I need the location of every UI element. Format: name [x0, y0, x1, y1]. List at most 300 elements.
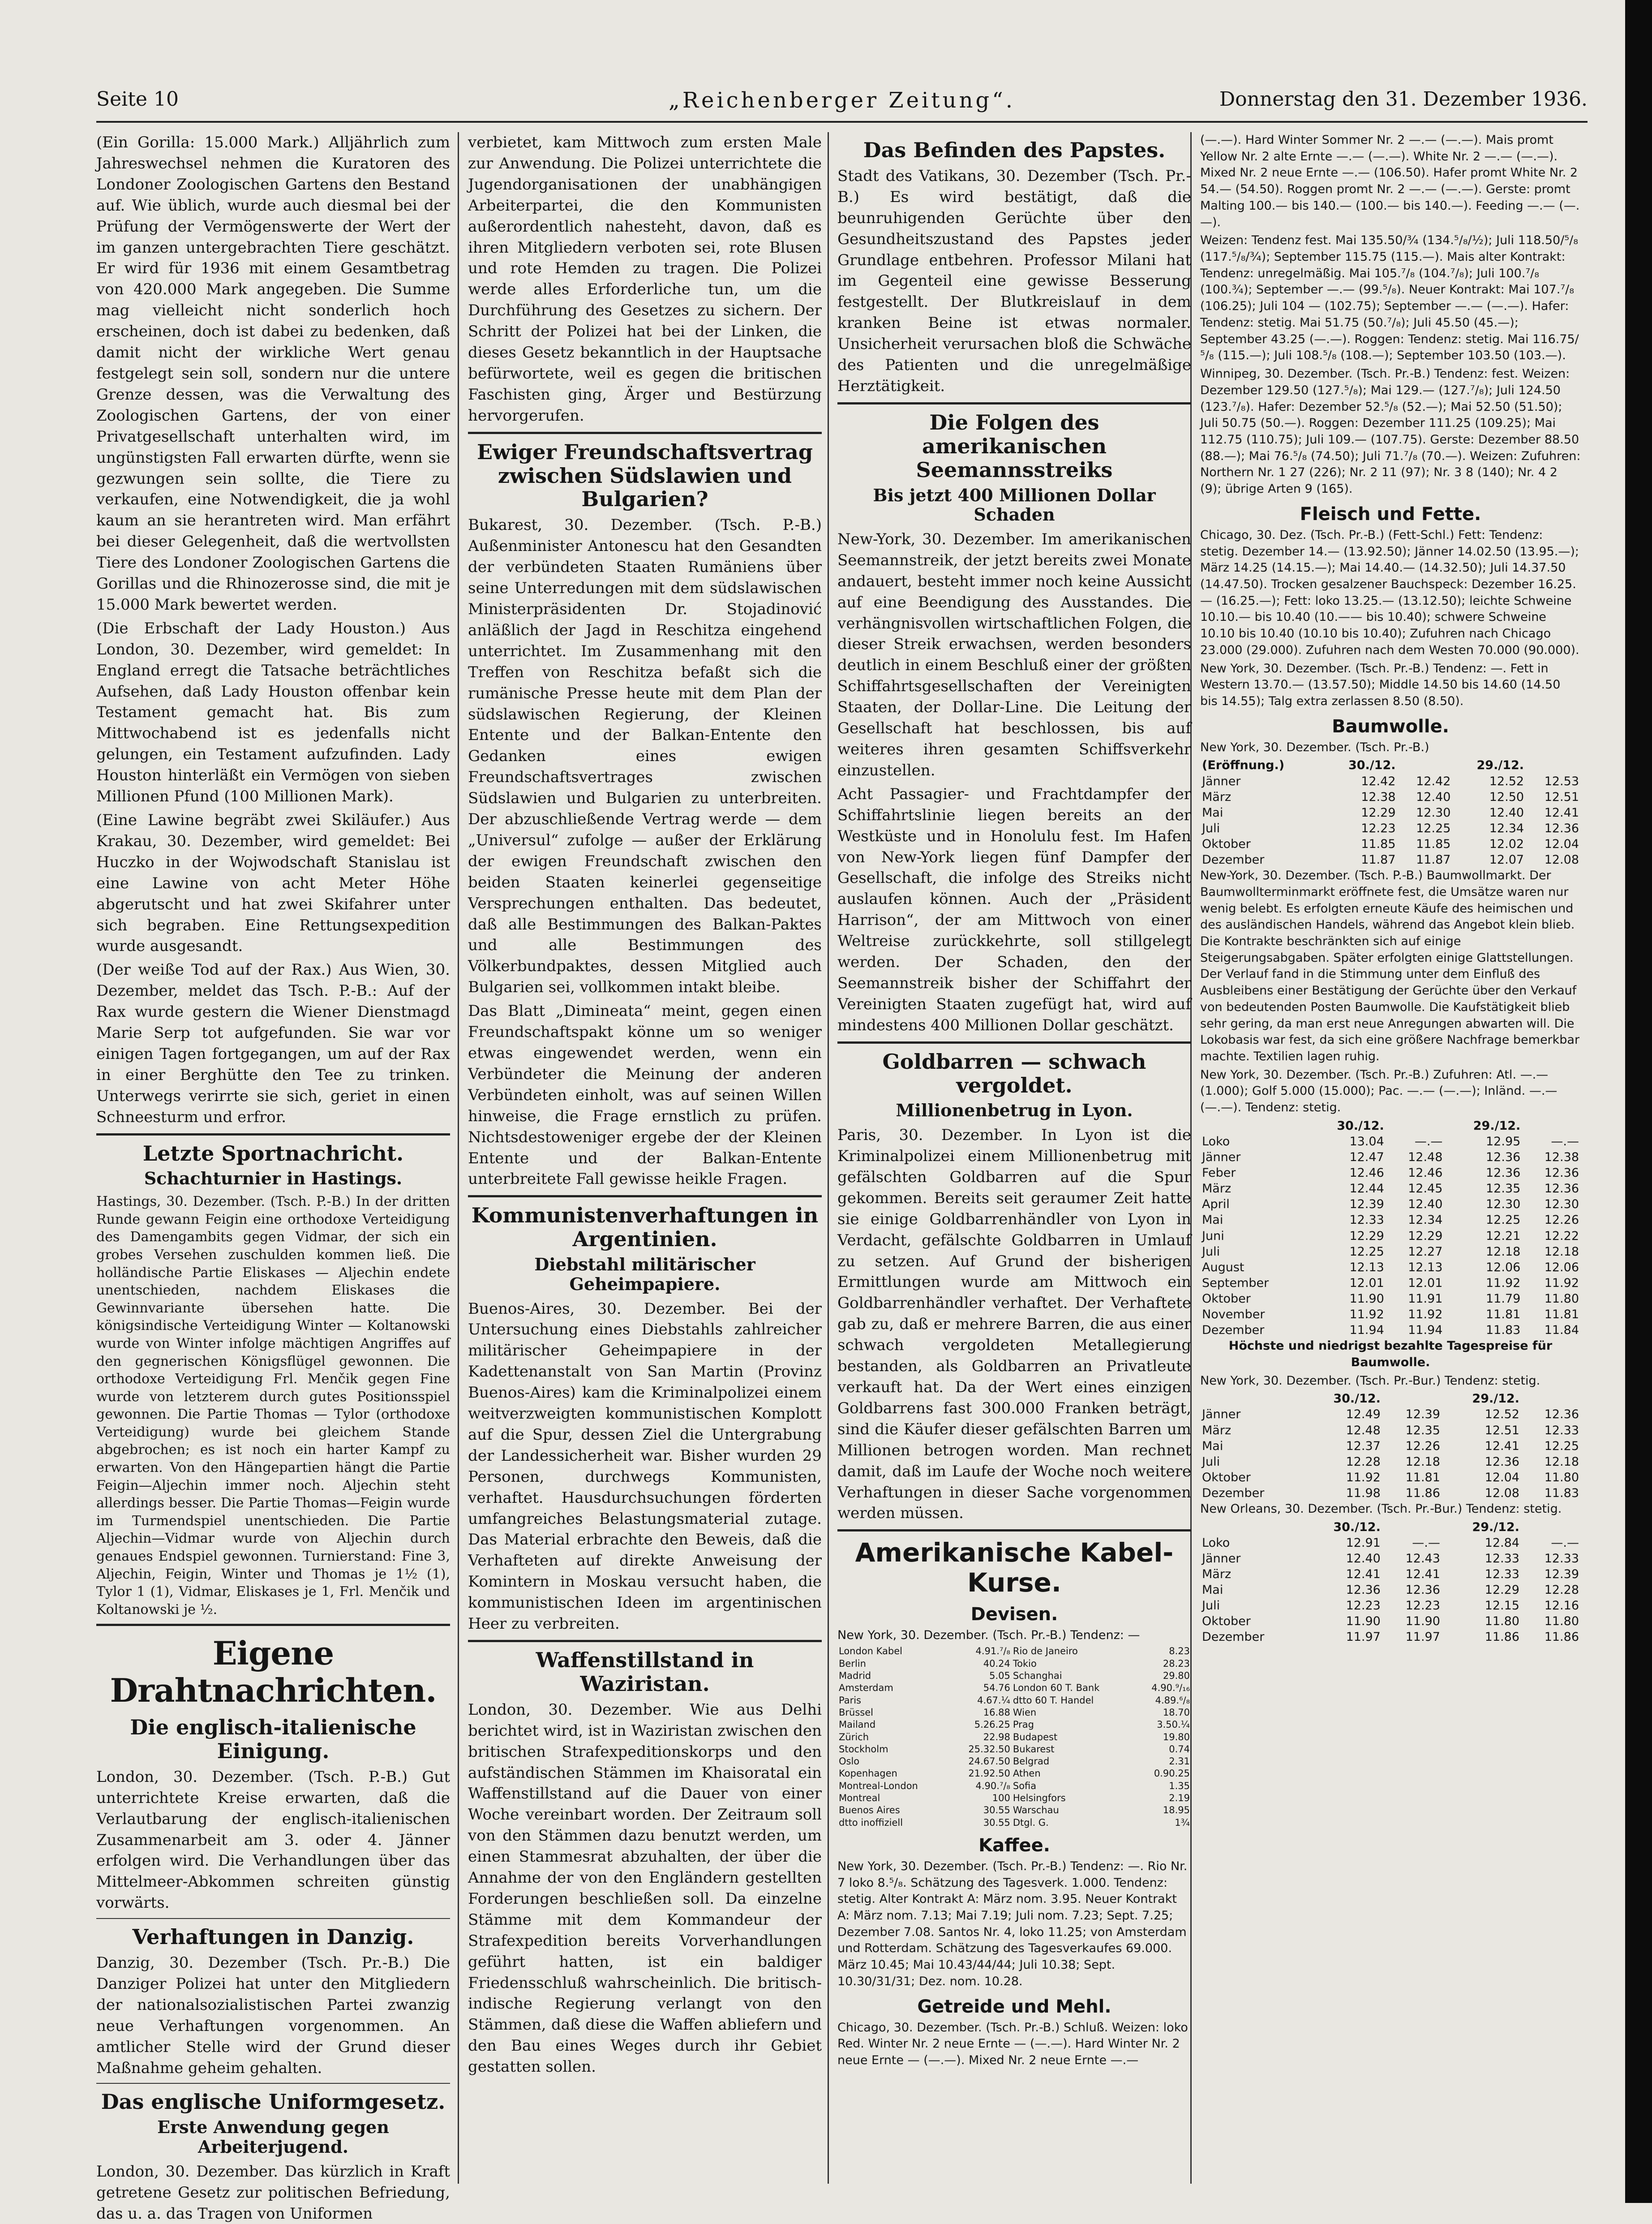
quote-header-row — [1200, 1118, 1581, 1134]
devisen-rate: 2.19 — [1169, 1793, 1190, 1803]
quote-month: Jänner — [1202, 1551, 1241, 1566]
quote-value: 12.15 — [1485, 1599, 1519, 1613]
quote-month: Jänner — [1202, 1407, 1241, 1422]
quote-column-header — [1398, 757, 1453, 773]
devisen-place: Kopenhagen — [839, 1768, 897, 1779]
quote-value: 12.26 — [1544, 1213, 1579, 1227]
quote-month: Loko — [1202, 1134, 1230, 1149]
quote-value: 12.39 — [1405, 1407, 1440, 1422]
quote-row — [1200, 1165, 1581, 1181]
quote-value: 12.50 — [1489, 790, 1524, 804]
article-goldbarren: Paris, 30. Dezember. In Lyon ist die Kriminalpolizei einem Millionenbetrug mit gefälschten Goldbarren auf die Spur gekommen. Bereits seit geraumer Zeit hatte sie einige Goldbarrenhändler von Lyon in Verdacht, gefälschte Goldbarren in Umlauf zu setzen. Auf Grund der bisherigen Ermittlungen wurde am Mittwoch ein Goldbarrenhändler verhaftet. Der Verhaftete gab zu, daß er mehrere Barren, die aus einer schwach vergoldeten Metallegierung bestanden, als Goldbarren an Privatleute verkauft hat. Da der Wert eines einzigen Goldbarrens fast 300.000 Franken beträgt, sind die Käufer dieser gefälschten Barren um Millionen betrogen worden. Man rechnet damit, daß im Laufe der Woche noch weitere Verhaftungen in dieser Sache vorgenommen werden müssen. — [837, 1126, 1191, 1523]
article-uniformgesetz-cont: verbietet, kam Mittwoch zum ersten Male zur Anwendung. Die Polizei unterrichtete die Jugendorganisationen der unabhängigen Arbeiterpartei, die den Kommunisten außerordentlich nahesteht, davon, daß es ihren Mitgliedern verboten sei, rote Blusen und rote Hemden zu tragen. Die Polizei werde alles Erforderliche tun, um die Durchführung des Gesetzes zu sichern. Der Schritt der Polizei hat bei der Linken, die dieses Gesetz bekanntlich in der Hauptsache befürwortete, weil es gegen die britischen Faschisten ging, Ärger und Bestürzung hervorgerufen. — [468, 133, 822, 425]
devisen-row — [837, 1731, 1191, 1743]
devisen-place: Paris — [839, 1695, 861, 1706]
quote-value: 12.25 — [1486, 1213, 1521, 1227]
quote-column-header — [1521, 1391, 1581, 1407]
quote-row — [1200, 1470, 1581, 1485]
market-getreide: Chicago, 30. Dezember. (Tsch. Pr.-B.) Schluß. Weizen: loko Red. Winter Nr. 2 neue Ernte — (—.—). Hard Winter Nr. 2 neue Ernte — (—.—). Mixed Nr. 2 neue Ernte —.— — [837, 2020, 1188, 2068]
quote-value: 12.33 — [1485, 1551, 1519, 1566]
quote-value: 11.94 — [1408, 1323, 1443, 1338]
quote-column-header: 30./12. — [1337, 1118, 1384, 1133]
devisen-place: Wien — [1013, 1707, 1037, 1718]
devisen-row — [837, 1645, 1191, 1657]
devisen-place: Belgrad — [1013, 1756, 1050, 1767]
quote-month: August — [1202, 1260, 1244, 1274]
quote-value: 12.16 — [1544, 1599, 1579, 1613]
devisen-place: Dtgl. G. — [1013, 1817, 1049, 1828]
devisen-table — [837, 1645, 1191, 1828]
devisen-row — [837, 1707, 1191, 1719]
article-gorilla: (Ein Gorilla: 15.000 Mark.) Alljährlich zum Jahreswechsel nehmen die Kuratoren des Londoner Zoologischen Gartens den Bestand auf. Wie üblich, wurde auch diesmal bei der Prüfung der Vermögenswerte der Wert der im ganzen untergebrachten Tiere geschätzt. Er wird für 1936 mit einem Gesamtbetrag von 420.000 Mark angegeben. Die Summe mag vielleicht nicht sonderlich hoch erscheinen, doch ist dabei zu bedenken, daß damit nicht der wirkliche Wert genau festgelegt sein soll, sondern nur die untere Grenze dessen, was die Verwaltung des Zoologischen Gartens, der von einer Privatgesellschaft unterhalten wird, im ungünstigsten Fall erwarten dürfte, wenn sie gezwungen sein sollte, die Tiere zu verkaufen, eine Notwendigkeit, die ja wohl kaum an sie herantreten wird. Man erfährt bei dieser Gelegenheit, daß die wertvollsten Tiere des Londoner Zoologischen Gartens die Gorillas und die Rhinozerosse sind, die mit je 15.000 Mark bewertet werden. — [96, 133, 450, 614]
quote-row — [1200, 1228, 1581, 1244]
devisen-place: London 60 T. Bank — [1013, 1682, 1100, 1694]
article-waziristan: London, 30. Dezember. Wie aus Delhi berichtet wird, ist in Waziristan zwischen den britischen Strafexpeditionskorps und den aufständischen Stämmen im Khaisoratal ein Waffenstillstand auf die Dauer von einer Woche vereinbart worden. Der Zeitraum soll von den Stämmen dazu benutzt werden, um einen Stammesrat abzuhalten, der über die Annahme der von den Engländern gestellten Forderungen beschließen soll. Da einzelne Stämme mit dem Kommandeur der Strafexpedition bereits Vorverhandlungen geführt hatten, ist ein baldiger Friedensschluß wahrscheinlich. Die britisch-indische Regierung verlangt von den Stämmen, daß diese die Waffen abliefern und den Bau eines Weges durch ihr Gebiet gestatten sollen. — [468, 1700, 822, 2076]
quote-value: 11.91 — [1408, 1291, 1443, 1306]
devisen-place: Montreal-London — [839, 1780, 918, 1791]
quote-column-header — [1200, 1519, 1303, 1535]
devisen-row — [837, 1768, 1191, 1780]
quote-value: 12.95 — [1486, 1134, 1521, 1149]
devisen-place: Sofia — [1013, 1780, 1037, 1791]
quote-month: Jänner — [1202, 1150, 1241, 1165]
article-englisch-italienisch: London, 30. Dezember. (Tsch. P.-B.) Gut unterrichtete Kreise erwarten, daß die Verlautbarung der englisch-italienischen Zusammenarbeit am 3. oder 4. Jänner erfolgen wird. Die Verhandlungen über das Mittelmeer-Abkommen schreiten günstig vorwärts. — [96, 1768, 450, 1912]
quote-row — [1200, 789, 1581, 805]
quote-month: Juli — [1202, 821, 1220, 835]
quote-month: Dezember — [1202, 1323, 1265, 1338]
devisen-row — [837, 1755, 1191, 1768]
quote-value: 12.40 — [1489, 805, 1524, 820]
quote-value: 12.48 — [1346, 1423, 1381, 1437]
headline-kaffee: Kaffee. — [978, 1835, 1050, 1856]
headline-papst: Das Befinden des Papstes. — [863, 138, 1166, 162]
quote-month: Oktober — [1202, 1291, 1251, 1306]
quote-value: 12.01 — [1349, 1276, 1384, 1290]
quote-month: Juli — [1202, 1599, 1220, 1613]
section-divider — [96, 1624, 450, 1626]
quote-value: 12.07 — [1489, 853, 1524, 867]
quote-month: Dezember — [1202, 1486, 1265, 1500]
quote-row — [1200, 1212, 1581, 1228]
quote-month: Juli — [1202, 1454, 1220, 1469]
article-seemannsstreik-2: Acht Passagier- und Frachtdampfer der Schiffahrtslinie liegen bereits an der Westküste und in Honolulu fest. Im Hafen von New-York liegen fünf Dampfer der Gesellschaft, die infolge des Streiks nicht auslaufen können. Auch der „Präsident Harrison“, der am Mittwoch von einer Weltreise zurückkehrte, soll stillgelegt werden. Der Schaden, den der Seemannstreik bisher der Schiffahrt der Vereinigten Staaten zugefügt hat, wird auf mindestens 400 Millionen Dollar geschätzt. — [837, 785, 1191, 1034]
quote-row — [1200, 1582, 1581, 1598]
column-rule — [828, 132, 829, 2184]
devisen-rate: 2.31 — [1169, 1756, 1190, 1767]
headline-waziristan: Waffenstillstand in Waziristan. — [536, 1648, 754, 1696]
quote-value: 12.21 — [1486, 1229, 1521, 1243]
article-schach: Hastings, 30. Dezember. (Tsch. P.-B.) In der dritten Runde gewann Feigin eine orthodoxe Verteidigung des Damengambits gegen Vidmar, der sich ein grobes Versehen zuschulden kommen ließ. Die holländische Partie Eliskases — Aljechin endete unentschieden, nachdem Eliskases die Gewinnvariante übersehen hatte. Die königsindische Verteidigung Winter — Koltanowski wurde von Winter infolge mächtigen Angriffes auf den gegnerischen Königsflügel gewonnen. Die orthodoxe Verteidigung Frl. Menčik gegen Fine wurde von letzterem durch gutes Positionsspiel gewonnen. Die Partie Thomas — Tylor (orthodoxe Verteidigung) wurde bei gleichem Stande abgebrochen; es ist noch ein harter Kampf zu erwarten. Von den Hängepartien hängt die Partie Feigin—Aljechin immer noch. Aljechin steht allerdings besser. Die Partie Thomas—Feigin wurde im Turmendspiel unentschieden. Die Partie Aljechin—Vidmar wurde von Aljechin durch genaues Endspiel gewonnen. Turnierstand: Fine 3, Aljechin, Feigin, Winter und Thomas je 1½ (1), Tylor 1 (1), Vidmar, Eliskases je 1, Frl. Menčik und Koltanowski je ½. — [96, 1194, 450, 1617]
devisen-rate: 3.50.¼ — [1157, 1719, 1190, 1730]
devisen-rate: 100 — [992, 1793, 1010, 1803]
headline-kabelkurse: Amerikanische Kabel-Kurse. — [855, 1537, 1174, 1598]
quote-value: 12.48 — [1408, 1150, 1443, 1165]
section-divider — [837, 1529, 1191, 1531]
devisen-row — [837, 1670, 1191, 1682]
issue-date: Donnerstag den 31. Dezember 1936. — [1219, 88, 1588, 111]
quote-value: 12.33 — [1544, 1551, 1579, 1566]
devisen-place: Oslo — [839, 1756, 860, 1767]
article-freundschaftsvertrag-2: Das Blatt „Dimineata“ meint, gegen einen Freundschaftspakt könne um so weniger etwas eingewendet werden, wenn ein Verbündeter die Meinung der anderen Verbündeten einholt, was auf seinen Willen hinweise, die Frage ernstlich zu prüfen. Nichtsdestoweniger ergebe der der Kleinen Entente und der Balkan-Entente unterbreitete Fall gewisse heikle Fragen. — [468, 1002, 822, 1188]
devisen-row — [837, 1719, 1191, 1731]
quote-month: Feber — [1202, 1166, 1236, 1180]
devisen-rate: 30.55 — [983, 1805, 1010, 1816]
section-divider — [837, 402, 1191, 404]
quote-value: 12.18 — [1405, 1454, 1440, 1469]
quote-value: 11.87 — [1361, 853, 1396, 867]
headline-englisch-italienisch: Die englisch-italienische Einigung. — [130, 1715, 416, 1763]
page-number: Seite 10 — [96, 88, 179, 111]
quote-value: —.— — [1551, 1134, 1579, 1149]
devisen-header: New York, 30. Dezember. (Tsch. Pr.-B.) Tendenz: — — [837, 1628, 1140, 1642]
quote-month: März — [1202, 1567, 1231, 1581]
quote-month: Dezember — [1202, 853, 1265, 867]
quote-month: Oktober — [1202, 837, 1251, 851]
devisen-rate: 0.74 — [1169, 1743, 1190, 1755]
quote-value: 12.30 — [1416, 805, 1451, 820]
devisen-place: Berlin — [839, 1658, 866, 1669]
quote-month: Oktober — [1202, 1470, 1251, 1484]
devisen-place: Mailand — [839, 1719, 876, 1730]
devisen-row — [837, 1804, 1191, 1816]
quote-row — [1200, 774, 1581, 789]
market-fleisch-chicago: Chicago, 30. Dez. (Tsch. Pr.-B.) (Fett-Schl.) Fett: Tendenz: stetig. Dezember 14.— (13.92.50); Jänner 14.02.50 (13.95.—); März 14.25 (14.15.—); Mai 14.40.— (14.32.50); Juli 14.37.50 (14.47.50). Trocken gesalzener Bauchspeck: Dezember 16.25.— (16.25.—); Fett: loko 13.25.— (13.12.50); leichte Schweine 10.10.— bis 10.40 (10.—— bis 10.40); schwere Schweine 10.10 bis 10.40 (10.10 bis 10.40); Zufuhren nach Chicago 23.000 (29.000). Zufuhren nach dem Westen 70.000 (90.000). — [1200, 528, 1579, 657]
quote-row — [1200, 1181, 1581, 1196]
quote-value: 11.92 — [1486, 1276, 1521, 1290]
quote-row — [1200, 1196, 1581, 1212]
baumwolle-header-2: New York, 30. Dezember. (Tsch. Pr.-B.) Zufuhren: Atl. —.— (1.000); Golf 5.000 (15.000); Pac. —.— (—.—); Inländ. —.— (—.—). Tendenz: stetig. — [1200, 1067, 1558, 1115]
quote-value: 12.25 — [1349, 1244, 1384, 1259]
quote-month: März — [1202, 790, 1231, 804]
headline-sport: Letzte Sportnachricht. — [142, 1141, 404, 1166]
quote-row — [1200, 1454, 1581, 1470]
subheadline-schach: Schachturnier in Hastings. — [144, 1168, 403, 1189]
quote-value: 12.36 — [1405, 1583, 1440, 1597]
quote-value: 12.36 — [1544, 1182, 1579, 1196]
devisen-place: Stockholm — [839, 1743, 888, 1755]
article-seemannsstreik: New-York, 30. Dezember. Im amerikanischen Seemannstreik, der jetzt bereits zwei Monate andauert, besteht immer noch keine Aussicht auf eine Beendigung des Ausstandes. Die verhängnisvollen wirtschaftlichen Folgen, die dieser Streik erwachsen, werden besonders deutlich in einem Beschluß einer der größten Schiffahrtsgesellschaften der Vereinigten Staaten, der Dollar-Line. Die Leitung der Gesellschaft hat beschlossen, bis auf weiteres ihren gesamten Schiffsverkehr einzustellen. — [837, 530, 1191, 779]
quote-value: —.— — [1414, 1134, 1443, 1149]
quote-value: 11.80 — [1544, 1291, 1579, 1306]
baumwolle-header-1: New York, 30. Dezember. (Tsch. Pr.-B.) — [1200, 740, 1429, 754]
quote-value: 12.36 — [1346, 1583, 1381, 1597]
headline-kommunisten: Kommunistenverhaftungen in Argentinien. — [471, 1203, 819, 1252]
quote-row — [1200, 821, 1581, 836]
quote-value: 12.39 — [1544, 1567, 1579, 1581]
quote-value: 12.42 — [1361, 774, 1396, 788]
quote-value: 12.01 — [1408, 1276, 1443, 1290]
devisen-place: Tokio — [1013, 1658, 1037, 1669]
devisen-rate: 30.55 — [983, 1817, 1010, 1828]
devisen-row — [837, 1743, 1191, 1755]
quote-value: 12.08 — [1544, 853, 1579, 867]
quote-row — [1200, 1260, 1581, 1275]
quote-value: 12.25 — [1416, 821, 1451, 835]
quote-value: 12.41 — [1544, 805, 1579, 820]
quote-column-header — [1382, 1519, 1442, 1535]
headline-danzig: Verhaftungen in Danzig. — [132, 1925, 414, 1949]
quote-value: 12.33 — [1485, 1567, 1519, 1581]
quote-column-header — [1521, 1519, 1581, 1535]
devisen-rate: 4.89.⁶/₈ — [1155, 1695, 1190, 1706]
quote-month: Juli — [1202, 1244, 1220, 1259]
baumwolle-table-1 — [1200, 757, 1581, 868]
quote-month: Jänner — [1202, 774, 1241, 788]
devisen-rate: 22.98 — [983, 1731, 1010, 1742]
quote-row — [1200, 1613, 1581, 1629]
baumwolle-table-3 — [1200, 1391, 1581, 1501]
devisen-row — [837, 1817, 1191, 1829]
quote-month: April — [1202, 1197, 1230, 1212]
devisen-rate: 1.35 — [1169, 1780, 1190, 1791]
quote-value: 11.86 — [1485, 1630, 1519, 1644]
devisen-rate: 4.67.¼ — [977, 1695, 1010, 1706]
quote-header-row — [1200, 1391, 1581, 1407]
quote-value: 11.97 — [1405, 1630, 1440, 1644]
quote-value: 11.92 — [1408, 1308, 1443, 1321]
article-freundschaftsvertrag: Bukarest, 30. Dezember. (Tsch. P.-B.) Außenminister Antonescu hat den Gesandten der verbündeten Staaten Rumäniens über seine Unterredungen mit dem südslawischen Ministerpräsidenten Dr. Stojadinović anläßlich der Jagd in Reschitza eingehend unterrichtet. Im Zusammenhang mit den Treffen von Reschitza befaßt sich die rumänische Presse heute mit dem Plan der südslawischen Regierung, der Kleinen Entente und der Balkan-Entente den Gedanken eines ewigen Freundschaftsvertrages zwischen Südslawien und Bulgarien zu unterbreiten. Der abzuschließende Vertrag werde — dem „Universul“ zufolge — außer der Erklärung der ewigen Freundschaft zwischen den beiden Staaten keinerlei gegenseitige Versprechungen enthalten. Das bedeutet, daß alle Bestimmungen des Balkan-Paktes und alle Bestimmungen des Völkerbundpaktes, dessen Mitglied auch Bulgarien sei, vollkommen intakt bleibe. — [468, 516, 822, 997]
quote-month: Mai — [1202, 1439, 1223, 1453]
quote-row — [1200, 1535, 1581, 1551]
baumwolle-bericht: New-York, 30. Dezember. (Tsch. P.-B.) Baumwollmarkt. Der Baumwollterminmarkt eröffnete fest, die Umsätze waren nur wenig belebt. Es erfolgten erneute Käufe des heimischen und des ausländischen Handels, während das Angebot klein blieb. Die Kontrakte beschränkten sich auf einige Steigerungsabgaben. Später erfolgten einige Glattstellungen. Der Verlauf fand in die Stimmung unter dem Einfluß des Ausbleibens einer Bestätigung der Gerüchte über den Verkauf von bedeutenden Posten Baumwolle. Die Kaufstätigkeit blieb sehr gering, da man erst neue Anregungen abwarten will. Die Lokobasis war fest, da sich eine größere Nachfrage bemerkbar machte. Textilien lagen ruhig. — [1200, 869, 1580, 1063]
quote-value: 11.84 — [1544, 1323, 1579, 1338]
market-getreide-cont: (—.—). Hard Winter Sommer Nr. 2 —.— (—.—). Mais promt Yellow Nr. 2 alte Ernte —.— (—.—). White Nr. 2 —.— (—.—). Mixed Nr. 2 neue Ernte —.— (106.50). Hafer promt White Nr. 2 54.— (54.50). Roggen promt Nr. 2 —.— (—.—). Gerste: promt Malting 100.— bis 140.— (100.— bis 140.—). Feeding —.— (—.—). — [1200, 133, 1580, 229]
baumwolle-header-4: New Orleans, 30. Dezember. (Tsch. Pr.-Bur.) Tendenz: stetig. — [1200, 1502, 1562, 1516]
quote-row — [1200, 1566, 1581, 1582]
quote-value: 12.46 — [1349, 1166, 1384, 1180]
quote-row — [1200, 1438, 1581, 1454]
devisen-rate: 25.32.50 — [968, 1743, 1010, 1755]
headline-drahtnachrichten: Eigene Drahtnachrichten. — [110, 1634, 437, 1710]
quote-value: 12.35 — [1405, 1423, 1440, 1437]
headline-getreide: Getreide und Mehl. — [917, 1996, 1111, 2017]
quote-value: 12.18 — [1544, 1454, 1579, 1469]
section-divider — [468, 1195, 822, 1197]
quote-value: 12.36 — [1485, 1454, 1519, 1469]
devisen-row — [837, 1658, 1191, 1670]
quote-value: 12.84 — [1485, 1536, 1519, 1550]
quote-value: 12.36 — [1544, 1166, 1579, 1180]
quote-column-header: 29./12. — [1472, 1520, 1519, 1534]
devisen-rate: 18.95 — [1163, 1805, 1190, 1816]
quote-month: September — [1202, 1276, 1269, 1290]
devisen-rate: 18.70 — [1163, 1707, 1190, 1718]
devisen-row — [837, 1695, 1191, 1707]
quote-column-header: 30./12. — [1348, 758, 1396, 773]
quote-value: 11.83 — [1486, 1323, 1521, 1338]
subheadline-goldbarren: Millionenbetrug in Lyon. — [896, 1100, 1133, 1121]
quote-value: 11.86 — [1544, 1630, 1579, 1644]
quote-value: 12.52 — [1489, 774, 1524, 788]
quote-row — [1200, 1598, 1581, 1613]
quote-value: 11.92 — [1349, 1308, 1384, 1321]
quote-value: 12.28 — [1346, 1454, 1381, 1469]
devisen-place: Buenos Aires — [839, 1805, 900, 1816]
column-1 — [96, 132, 450, 2223]
subheadline-uniformgesetz: Erste Anwendung gegen Arbeiterjugend. — [157, 2117, 389, 2157]
quote-column-header — [1200, 1118, 1308, 1134]
devisen-rate: 16.88 — [983, 1707, 1010, 1718]
quote-column-header — [1526, 757, 1581, 773]
quote-value: 12.30 — [1486, 1197, 1521, 1212]
quote-row — [1200, 1291, 1581, 1307]
market-winnipeg: Winnipeg, 30. Dezember. (Tsch. Pr.-B.) Tendenz: fest. Weizen: Dezember 129.50 (127.⁵/₈); Mai 129.— (127.⁷/₈); Juli 124.50 (123.⁷/₈). Hafer: Dezember 52.⁵/₈ (52.—); Mai 52.50 (51.50); Juli 50.75 (50.—). Roggen: Dezember 111.25 (109.25); Mai 112.75 (110.75); Juli 109.— (107.75). Gerste: Dezember 88.50 (88.—); Mai 76.⁵/₈ (74.50); Juli 71.⁷/₈ (70.—). Weizen: Zufuhren: Northern Nr. 1 27 (226); Nr. 2 11 (97); Nr. 3 8 (140); Nr. 4 2 (9); übrige Arten 9 (165). — [1200, 367, 1581, 496]
quote-value: 12.40 — [1416, 790, 1451, 804]
headline-fleisch: Fleisch und Fette. — [1300, 503, 1481, 525]
quote-month: Mai — [1202, 1583, 1223, 1597]
subheadline-seemannsstreik: Bis jetzt 400 Millionen Dollar Schaden — [873, 485, 1156, 525]
quote-value: 12.26 — [1405, 1439, 1440, 1453]
devisen-place: Rio de Janeiro — [1013, 1646, 1078, 1657]
devisen-rate: 29.80 — [1163, 1670, 1190, 1682]
quote-value: 11.90 — [1349, 1291, 1384, 1306]
devisen-place: Montreal — [839, 1793, 880, 1803]
devisen-place: Helsingfors — [1013, 1793, 1066, 1803]
devisen-rate: 0.90.25 — [1154, 1768, 1190, 1779]
quote-value: 12.39 — [1349, 1197, 1384, 1212]
quote-value: 12.41 — [1485, 1439, 1519, 1453]
quote-value: 12.35 — [1486, 1182, 1521, 1196]
divider — [96, 1918, 450, 1919]
quote-value: 12.36 — [1486, 1166, 1521, 1180]
devisen-rate: 54.76 — [983, 1682, 1010, 1694]
devisen-place: Madrid — [839, 1670, 871, 1682]
quote-value: 12.18 — [1486, 1244, 1521, 1259]
quote-value: 12.42 — [1416, 774, 1451, 788]
quote-value: 11.90 — [1346, 1614, 1381, 1629]
masthead: „Reichenberger Zeitung“. — [668, 88, 1016, 113]
quote-value: 11.87 — [1416, 853, 1451, 867]
devisen-place: Schanghai — [1013, 1670, 1062, 1682]
quote-column-header — [1200, 1391, 1303, 1407]
devisen-place: Bukarest — [1013, 1743, 1055, 1755]
quote-value: 12.28 — [1544, 1583, 1579, 1597]
quote-row — [1200, 1629, 1581, 1645]
quote-value: 12.49 — [1346, 1407, 1381, 1422]
quote-value: 11.98 — [1346, 1486, 1381, 1500]
devisen-place: dtto inoffiziell — [839, 1817, 903, 1828]
page-header — [96, 85, 1588, 123]
quote-value: 12.06 — [1486, 1260, 1521, 1274]
quote-month: März — [1202, 1423, 1231, 1437]
quote-column-header: 29./12. — [1472, 1392, 1519, 1406]
devisen-place: London Kabel — [839, 1646, 903, 1657]
quote-value: 13.04 — [1349, 1134, 1384, 1149]
quote-month: Mai — [1202, 805, 1223, 820]
quote-value: 12.41 — [1346, 1567, 1381, 1581]
column-4 — [1200, 132, 1581, 2184]
quote-month: März — [1202, 1182, 1231, 1196]
headline-hoechstpreise: Höchste und niedrigst bezahlte Tagespreise für Baumwolle. — [1228, 1339, 1553, 1369]
quote-value: —.— — [1551, 1536, 1579, 1550]
baumwolle-table-2 — [1200, 1118, 1581, 1338]
quote-value: 11.92 — [1346, 1470, 1381, 1484]
quote-row — [1200, 1485, 1581, 1501]
quote-row — [1200, 1423, 1581, 1438]
quote-value: 11.81 — [1544, 1308, 1579, 1321]
column-3 — [837, 132, 1191, 2184]
devisen-rate: 4.90.⁷/₈ — [975, 1780, 1010, 1791]
quote-header-row — [1200, 1519, 1581, 1535]
quote-value: —.— — [1412, 1536, 1440, 1550]
quote-value: 12.13 — [1408, 1260, 1443, 1274]
quote-column-header — [1522, 1118, 1581, 1134]
quote-value: 11.94 — [1349, 1323, 1384, 1338]
headline-goldbarren: Goldbarren — schwach vergoldet. — [882, 1049, 1146, 1097]
quote-header-row — [1200, 757, 1581, 773]
quote-value: 11.90 — [1405, 1614, 1440, 1629]
quote-row — [1200, 836, 1581, 852]
quote-value: 12.44 — [1349, 1182, 1384, 1196]
devisen-row — [837, 1792, 1191, 1804]
quote-value: 12.36 — [1486, 1150, 1521, 1165]
quote-value: 12.33 — [1349, 1213, 1384, 1227]
quote-row — [1200, 1244, 1581, 1260]
quote-value: 12.37 — [1346, 1439, 1381, 1453]
quote-value: 12.38 — [1361, 790, 1396, 804]
devisen-place: dtto 60 T. Handel — [1013, 1695, 1094, 1706]
article-lady-houston: (Die Erbschaft der Lady Houston.) Aus London, 30. Dezember, wird gemeldet: In England erregt die Tatsache beträchtliches Aufsehen, daß Lady Houston offenbar kein Testament gemacht hat. Bis zum Mittwochabend ist es jedenfalls nicht gelungen, ein Testament aufzufinden. Lady Houston hinterläßt ein Vermögen von sieben Millionen Pfund (100 Millionen Mark). — [96, 619, 450, 806]
quote-value: 12.23 — [1405, 1599, 1440, 1613]
column-rule — [458, 132, 459, 2184]
quote-value: 12.43 — [1405, 1551, 1440, 1566]
quote-value: 11.80 — [1544, 1614, 1579, 1629]
section-divider — [96, 1133, 450, 1136]
quote-value: 11.79 — [1486, 1291, 1521, 1306]
quote-value: 12.36 — [1544, 821, 1579, 835]
scan-border — [1625, 0, 1652, 2203]
devisen-rate: 5.05 — [989, 1670, 1010, 1682]
quote-value: 12.34 — [1489, 821, 1524, 835]
devisen-rate: 8.23 — [1169, 1646, 1190, 1657]
quote-value: 11.97 — [1346, 1630, 1381, 1644]
quote-value: 12.04 — [1485, 1470, 1519, 1484]
devisen-rate: 19.80 — [1163, 1731, 1190, 1742]
quote-row — [1200, 1149, 1581, 1165]
devisen-place: Athen — [1013, 1768, 1041, 1779]
devisen-row — [837, 1780, 1191, 1792]
quote-value: 11.81 — [1405, 1470, 1440, 1484]
quote-value: 12.27 — [1408, 1244, 1443, 1259]
quote-value: 12.18 — [1544, 1244, 1579, 1259]
section-divider — [468, 1640, 822, 1642]
headline-baumwolle: Baumwolle. — [1332, 716, 1449, 737]
quote-value: 12.08 — [1485, 1486, 1519, 1500]
devisen-rate: 40.24 — [983, 1658, 1010, 1669]
quote-value: 12.46 — [1408, 1166, 1443, 1180]
headline-freundschaftsvertrag: Ewiger Freundschaftsvertrag zwischen Südslawien und Bulgarien? — [477, 439, 813, 512]
quote-column-header — [1386, 1118, 1445, 1134]
quote-month: Juni — [1202, 1229, 1224, 1243]
quote-value: 11.83 — [1544, 1486, 1579, 1500]
devisen-place: Brüssel — [839, 1707, 873, 1718]
quote-month: Oktober — [1202, 1614, 1251, 1629]
quote-value: 12.53 — [1544, 774, 1579, 788]
market-weizen: Weizen: Tendenz fest. Mai 135.50/¾ (134.⁵/₈/½); Juli 118.50/⁵/₈ (117.⁵/₈/¾); September 115.75 (115.—). Mais alter Kontrakt: Tendenz: unregelmäßig. Mai 105.⁷/₈ (104.⁷/₈); Juli 100.⁷/₈ (100.¾); September —.— (99.⁵/₈). Neuer Kontrakt: Mai 107.⁷/₈ (106.25); Juli 104 — (102.75); September —.— (—.—). Hafer: Tendenz: stetig. Mai 51.75 (50.⁷/₈); Juli 45.50 (45.—); September 43.25 (—.—). Roggen: Tendenz: stetig. Mai 116.75/⁵/₈ (115.—); Juli 108.⁵/₈ (108.—); September 103.50 (103.—). — [1200, 233, 1579, 363]
quote-value: 12.51 — [1485, 1423, 1519, 1437]
devisen-place: Prag — [1013, 1719, 1034, 1730]
quote-row — [1200, 852, 1581, 868]
quote-value: 12.29 — [1408, 1229, 1443, 1243]
quote-value: 11.86 — [1405, 1486, 1440, 1500]
quote-column-header: 30./12. — [1333, 1392, 1381, 1406]
quote-value: 12.29 — [1361, 805, 1396, 820]
quote-value: 12.51 — [1544, 790, 1579, 804]
quote-value: 12.23 — [1346, 1599, 1381, 1613]
quote-column-header: (Eröffnung.) — [1202, 758, 1285, 773]
section-divider — [837, 1041, 1191, 1044]
quote-row — [1200, 1275, 1581, 1291]
